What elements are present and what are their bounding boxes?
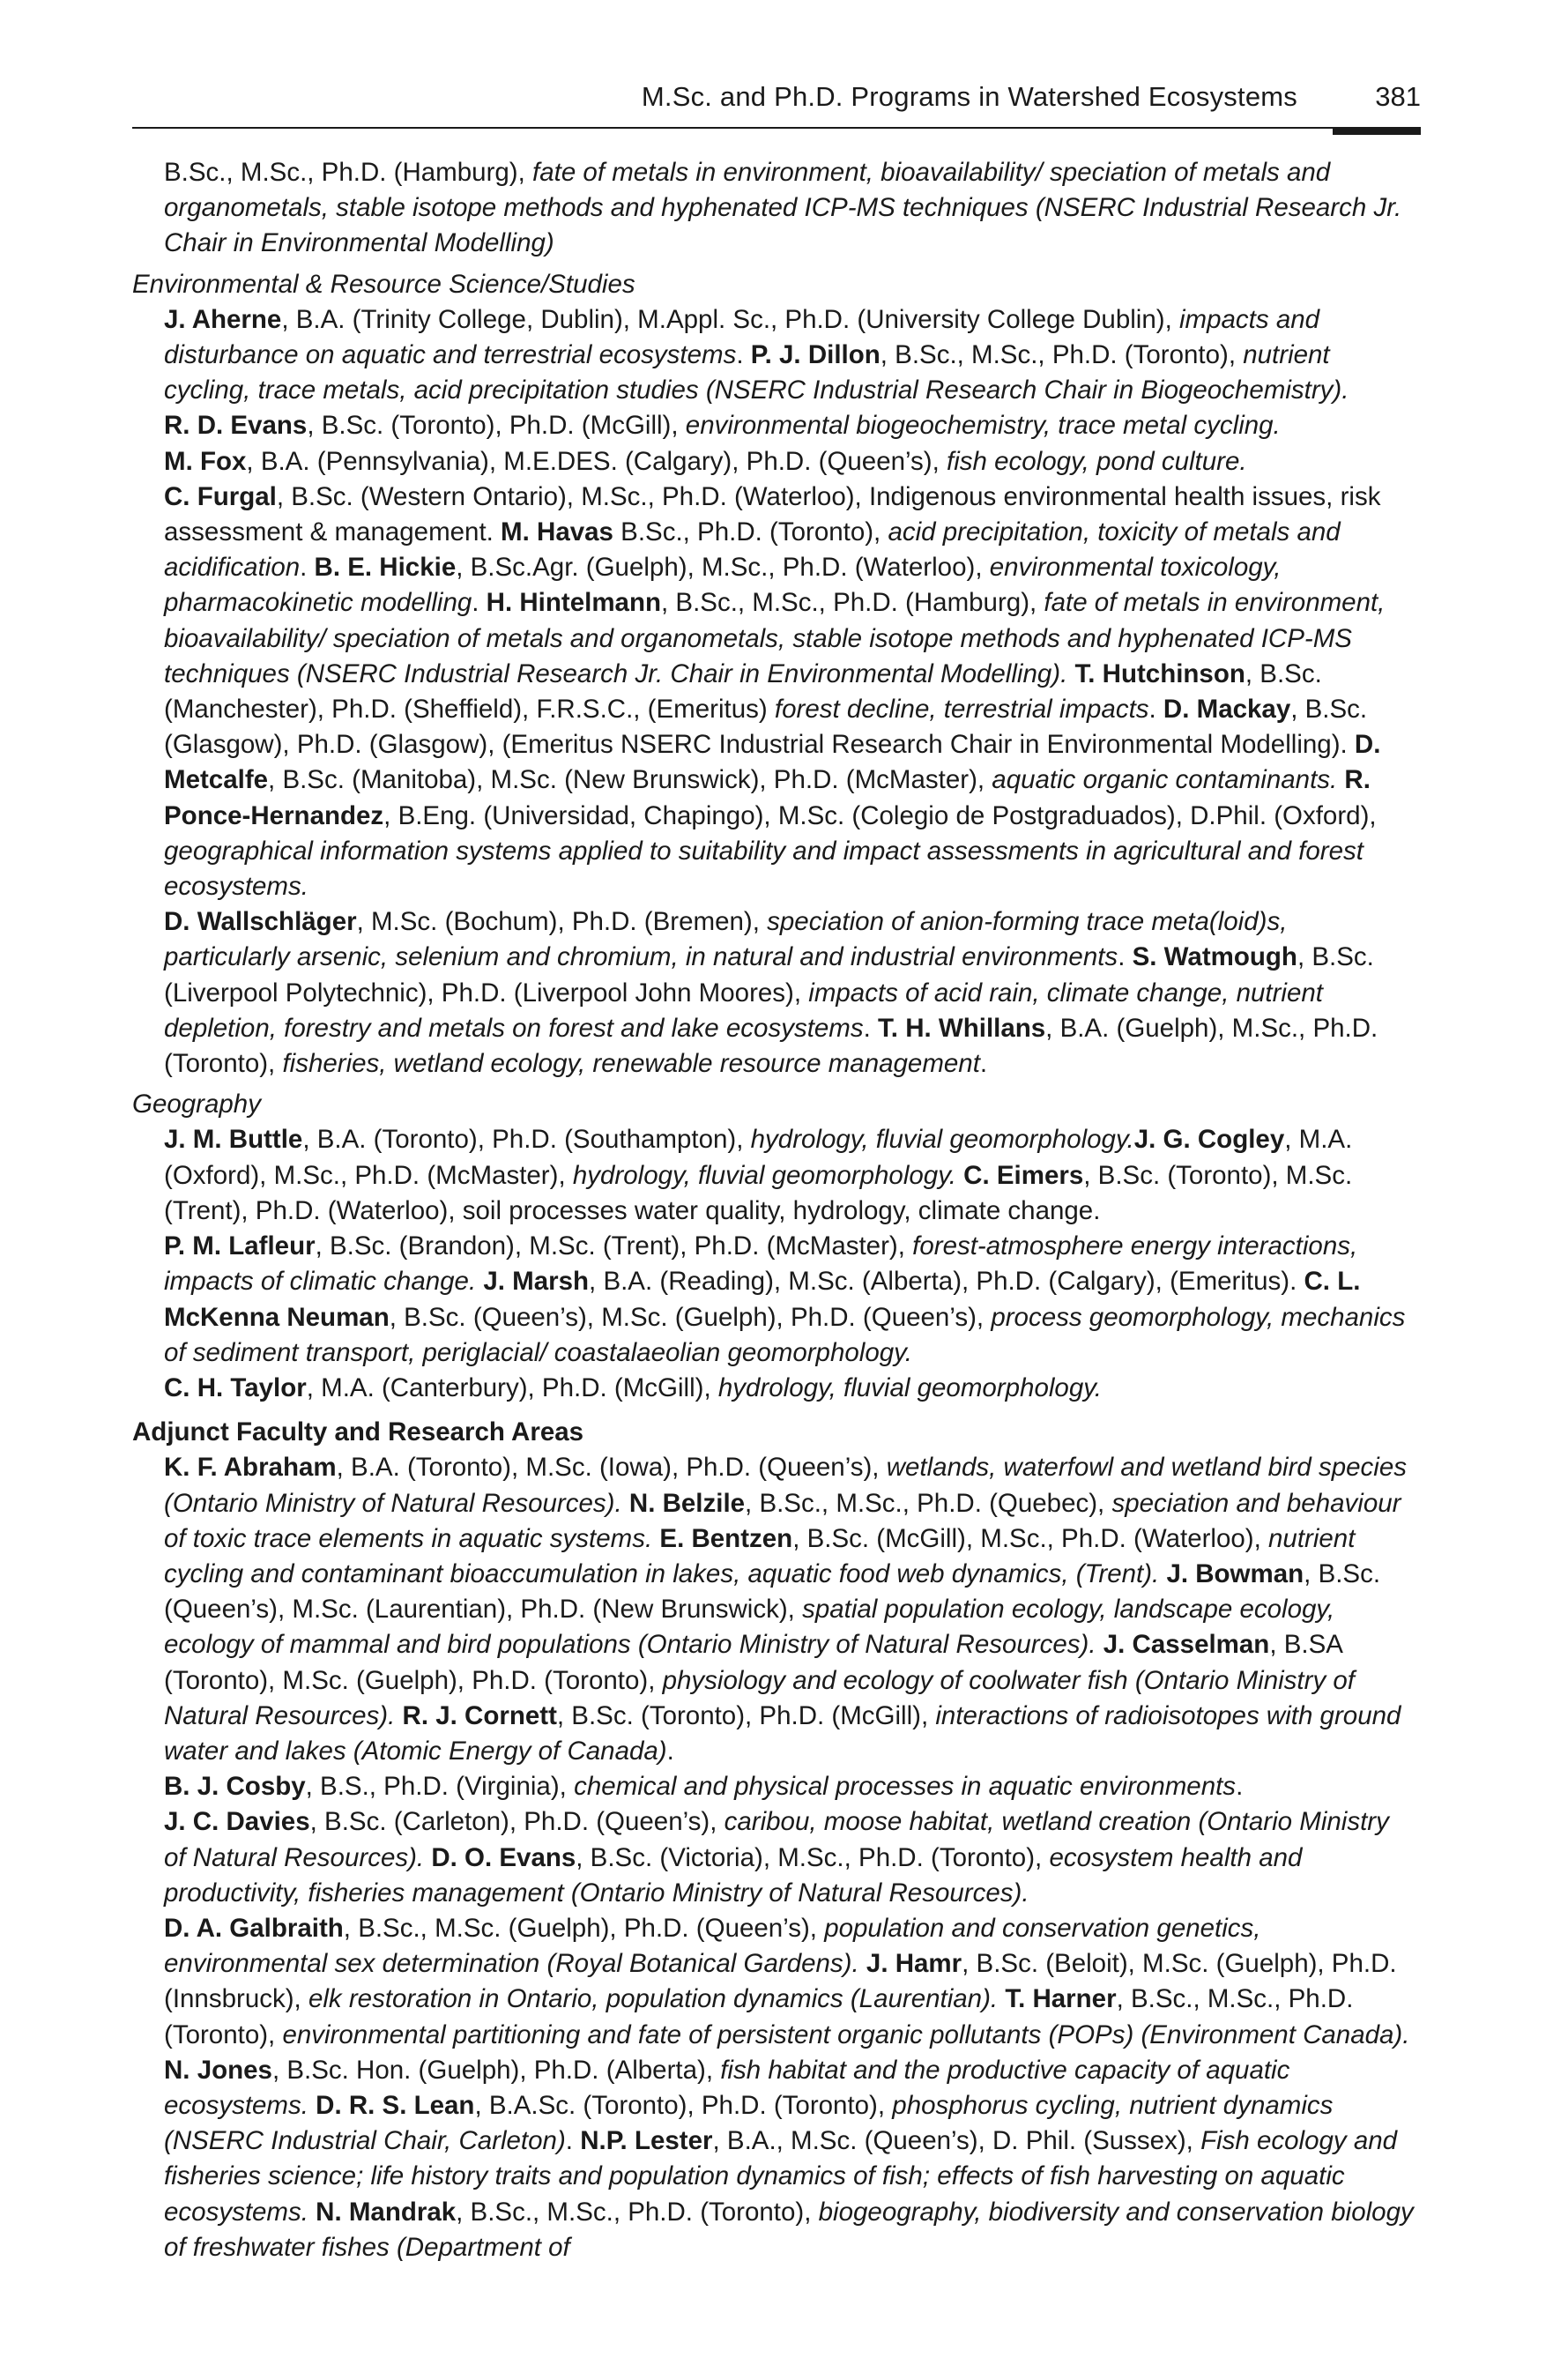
- header-title: M.Sc. and Ph.D. Programs in Watershed Ecosystems: [641, 81, 1297, 112]
- faculty-name: T. Hutchinson: [1074, 658, 1245, 688]
- faculty-credentials: , B.Sc. (Beloit), M.Sc. (Guelph), Ph.D. (Innsbruck),: [164, 1949, 1397, 2014]
- entry-separator: [308, 2198, 316, 2227]
- faculty-credentials: , B.A.Sc. (Toronto), Ph.D. (Toronto),: [474, 2090, 893, 2120]
- faculty-name: P. J. Dillon: [750, 340, 881, 370]
- research-area: interactions of radioisotopes with ground water and lakes (Atomic Energy of Canada): [164, 1700, 1401, 1766]
- research-area: aquatic organic contaminants.: [992, 765, 1338, 795]
- research-area: chemical and physical processes in aquatic environments: [574, 1772, 1237, 1802]
- faculty-paragraph: [164, 480, 1421, 904]
- intro-paragraph: [164, 155, 1421, 262]
- research-area: ecosystem health and productivity, fisheries management (Ontario Ministry of Natural Resources).: [164, 1842, 1303, 1908]
- faculty-credentials: , B.Sc. (Glasgow), Ph.D. (Glasgow), (Emeritus NSERC Industrial Research Chair in Environmental Modelling).: [164, 695, 1368, 760]
- faculty-name: R. Ponce-Hernandez: [164, 765, 1371, 830]
- faculty-credentials: , B.Sc. (Liverpool Polytechnic), Ph.D. (Liverpool John Moores),: [164, 942, 1374, 1008]
- faculty-credentials: , B.Sc., M.Sc., Ph.D. (Toronto),: [164, 1984, 1354, 2049]
- faculty-name: S. Watmough: [1132, 942, 1297, 972]
- research-area: fish habitat and the productive capacity of aquatic ecosystems.: [164, 2055, 1290, 2120]
- faculty-paragraph: [164, 1229, 1421, 1371]
- faculty-paragraph: [164, 1911, 1421, 2265]
- research-area: fate of metals in environment, bioavailability/ speciation of metals and organometals, stable isotope methods and hyphenated ICP-MS techniques (NSERC Industrial Research Jr. Chair in Environmental Modelling).: [164, 588, 1386, 688]
- faculty-credentials: , B.Sc., M.Sc., Ph.D. (Toronto),: [880, 340, 1244, 370]
- research-area: biogeography, biodiversity and conservation biology of freshwater fishes (Department of: [164, 2197, 1414, 2262]
- faculty-credentials: , B.Sc. (Brandon), M.Sc. (Trent), Ph.D. (McMaster),: [315, 1231, 913, 1261]
- faculty-credentials: , B.A. (Trinity College, Dublin), M.Appl. Sc., Ph.D. (University College Dublin),: [281, 304, 1179, 334]
- faculty-name: D. Mackay: [1163, 695, 1291, 725]
- faculty-credentials: , B.A. (Toronto), Ph.D. (Southampton),: [302, 1125, 751, 1155]
- research-area: environmental biogeochemistry, trace metal cycling.: [685, 411, 1281, 441]
- entry-separator: .: [863, 1013, 879, 1043]
- faculty-name: R. D. Evans: [164, 411, 308, 441]
- faculty-entry: [164, 411, 1281, 440]
- faculty-name: C. Furgal: [164, 481, 277, 511]
- entry-separator: .: [1236, 1772, 1244, 1802]
- faculty-paragraph: [164, 1450, 1421, 1769]
- faculty-paragraph: [164, 302, 1421, 409]
- entry-separator: .: [472, 588, 487, 618]
- research-area: geographical information systems applied to suitability and impact assessments in agricultural and forest ecosystems.: [164, 836, 1364, 902]
- faculty-entry: [164, 2198, 1414, 2262]
- faculty-name: J. Bowman: [1166, 1558, 1304, 1588]
- faculty-name: D. Wallschläger: [164, 907, 357, 937]
- faculty-name: H. Hintelmann: [486, 588, 661, 618]
- adjunct-heading: Adjunct Faculty and Research Areas: [132, 1417, 584, 1447]
- entry-separator: .: [1118, 942, 1133, 972]
- intro-credentials: B.Sc., M.Sc., Ph.D. (Hamburg),: [164, 158, 533, 187]
- faculty-name: J. C. Davies: [164, 1807, 310, 1837]
- faculty-entry: [483, 1267, 1304, 1296]
- running-header: [132, 74, 1421, 129]
- faculty-name: J. G. Cogley: [1133, 1125, 1285, 1155]
- faculty-credentials: , B.Sc. (Carleton), Ph.D. (Queen’s),: [309, 1807, 724, 1837]
- faculty-credentials: , B.Sc., M.Sc., Ph.D. (Hamburg),: [661, 588, 1044, 618]
- entry-separator: .: [979, 1049, 988, 1079]
- faculty-name: P. M. Lafleur: [164, 1231, 316, 1261]
- faculty-name: T. Harner: [1005, 1984, 1117, 2014]
- entry-separator: .: [736, 340, 751, 370]
- research-area: hydrology, fluvial geomorphology.: [717, 1372, 1102, 1402]
- faculty-name: N. Belzile: [628, 1488, 746, 1518]
- faculty-name: R. J. Cornett: [402, 1700, 557, 1730]
- research-area: population and conservation genetics, environmental sex determination (Royal Botanical Gardens).: [164, 1913, 1261, 1979]
- faculty-credentials: , B.Sc. Hon. (Guelph), Ph.D. (Alberta),: [271, 2055, 721, 2085]
- faculty-credentials: , M.A. (Oxford), M.Sc., Ph.D. (McMaster),: [164, 1125, 1353, 1190]
- faculty-paragraph: [164, 408, 1421, 443]
- faculty-credentials: , M.A. (Canterbury), Ph.D. (McGill),: [306, 1372, 718, 1402]
- entry-separator: .: [565, 2126, 581, 2156]
- research-area: fisheries, wetland ecology, renewable resource management: [282, 1049, 980, 1079]
- entry-separator: [859, 1949, 866, 1978]
- faculty-name: N. Jones: [164, 2055, 272, 2085]
- header-rule-bar: [1333, 127, 1421, 135]
- faculty-paragraph: [164, 1371, 1421, 1406]
- faculty-credentials: , B.A., M.Sc. (Queen’s), D. Phil. (Sussex),: [712, 2126, 1201, 2156]
- research-area: nutrient cycling and contaminant bioaccumulation in lakes, aquatic food web dynamics, (Trent).: [164, 1523, 1356, 1588]
- entry-separator: [1067, 659, 1074, 688]
- research-area: phosphorus cycling, nutrient dynamics (NSERC Industrial Chair, Carleton): [164, 2090, 1334, 2156]
- research-area: acid precipitation, toxicity of metals and acidification: [164, 517, 1341, 583]
- research-area: speciation of anion-forming trace meta(loid)s, particularly arsenic, selenium and chromium, in natural and industrial environments: [164, 907, 1288, 972]
- faculty-name: M. Havas: [501, 517, 613, 547]
- faculty-credentials: , B.Sc.Agr. (Guelph), M.Sc., Ph.D. (Waterloo),: [456, 553, 990, 583]
- faculty-name: B. E. Hickie: [314, 553, 457, 583]
- faculty-paragraph: [164, 1804, 1421, 1911]
- faculty-credentials: , B.A. (Guelph), M.Sc., Ph.D. (Toronto),: [164, 1013, 1378, 1079]
- faculty-entry: [164, 1125, 1134, 1154]
- faculty-credentials: , B.Sc. (Toronto), Ph.D. (McGill),: [307, 411, 686, 441]
- faculty-credentials: , B.Sc., M.Sc., Ph.D. (Quebec),: [745, 1488, 1112, 1518]
- entry-separator: [395, 1701, 402, 1730]
- page-number: 381: [1375, 81, 1421, 112]
- body-text: [132, 155, 1421, 2265]
- faculty-name: D. O. Evans: [431, 1842, 576, 1872]
- research-area: environmental partitioning and fate of persistent organic pollutants (POPs) (Environment Canada).: [282, 2019, 1410, 2049]
- faculty-name: N. Mandrak: [316, 2197, 457, 2227]
- faculty-entry: [164, 907, 1287, 971]
- faculty-name: D. Metcalfe: [164, 730, 1381, 795]
- faculty-credentials: , B.Sc., M.Sc. (Guelph), Ph.D. (Queen’s),: [343, 1913, 825, 1943]
- faculty-name: B. J. Cosby: [164, 1772, 306, 1802]
- research-area: forest decline, terrestrial impacts: [774, 695, 1149, 725]
- entry-separator: [308, 2091, 316, 2120]
- faculty-name: C. Eimers: [963, 1160, 1084, 1190]
- research-area: nutrient cycling, trace metals, acid precipitation studies (NSERC Industrial Research Chair in Biogeochemistry).: [164, 340, 1349, 405]
- faculty-credentials: , M.Sc. (Bochum), Ph.D. (Bremen),: [356, 907, 768, 937]
- faculty-credentials: , B.S., Ph.D. (Virginia),: [305, 1772, 575, 1802]
- section-heading: Geography: [132, 1090, 261, 1119]
- faculty-credentials: , B.Sc. (Manitoba), M.Sc. (New Brunswick), Ph.D. (McMaster),: [268, 765, 992, 795]
- faculty-name: J. M. Buttle: [164, 1125, 303, 1155]
- faculty-name: K. F. Abraham: [164, 1453, 337, 1483]
- entry-separator: [1096, 1630, 1103, 1659]
- faculty-name: N.P. Lester: [580, 2126, 713, 2156]
- faculty-credentials: , B.SA (Toronto), M.Sc. (Guelph), Ph.D. (Toronto),: [164, 1630, 1342, 1695]
- faculty-credentials: , B.Sc. (Western Ontario), M.Sc., Ph.D. (Waterloo), Indigenous environmental health issues, risk assessment & management.: [164, 481, 1381, 547]
- faculty-credentials: , B.Sc. (Queen’s), M.Sc. (Guelph), Ph.D. (Queen’s),: [389, 1302, 992, 1332]
- faculty-credentials: , B.Eng. (Universidad, Chapingo), M.Sc. (Colegio de Postgraduados), D.Phil. (Oxford),: [383, 800, 1377, 830]
- research-area: elk restoration in Ontario, population dynamics (Laurentian).: [308, 1984, 999, 2014]
- faculty-credentials: , B.Sc. (Toronto), M.Sc. (Trent), Ph.D. (Waterloo), soil processes water quality, hydrology, climate change.: [164, 1160, 1353, 1225]
- faculty-entry: [164, 1772, 1243, 1801]
- faculty-credentials: , B.Sc., M.Sc., Ph.D. (Toronto),: [456, 2197, 819, 2227]
- entry-separator: .: [300, 553, 315, 583]
- faculty-name: J. Hamr: [866, 1949, 962, 1979]
- research-area: physiology and ecology of coolwater fish (Ontario Ministry of Natural Resources).: [164, 1665, 1356, 1730]
- faculty-credentials: , B.Sc. (Manchester), Ph.D. (Sheffield), F.R.S.C., (Emeritus): [164, 658, 1322, 725]
- entry-separator: .: [666, 1736, 674, 1766]
- research-area: Fish ecology and fisheries science; life history traits and population dynamics of fish; effects of fish harvesting on aquatic ecosystems.: [164, 2126, 1398, 2227]
- faculty-paragraph: [164, 904, 1421, 1082]
- faculty-credentials: , B.Sc. (Queen’s), M.Sc. (Laurentian), Ph.D. (New Brunswick),: [164, 1558, 1381, 1625]
- research-area: process geomorphology, mechanics of sediment transport, periglacial/ coastalaeolian geomorphology.: [164, 1302, 1406, 1367]
- research-area: hydrology, fluvial geomorphology.: [750, 1125, 1134, 1155]
- research-area: speciation and behaviour of toxic trace elements in aquatic systems.: [164, 1488, 1401, 1553]
- faculty-entry: [164, 447, 1247, 476]
- faculty-paragraph: [164, 444, 1421, 480]
- entry-separator: [956, 1161, 963, 1190]
- faculty-name: D. A. Galbraith: [164, 1913, 344, 1943]
- faculty-credentials: , B.Sc. (McGill), M.Sc., Ph.D. (Waterloo),: [792, 1523, 1269, 1553]
- faculty-credentials: , B.Sc. (Victoria), M.Sc., Ph.D. (Toronto),: [576, 1842, 1050, 1872]
- research-area: caribou, moose habitat, wetland creation (Ontario Ministry of Natural Resources).: [164, 1807, 1389, 1872]
- faculty-credentials: , B.A. (Reading), M.Sc. (Alberta), Ph.D. (Calgary), (Emeritus).: [589, 1267, 1304, 1297]
- faculty-name: T. H. Whillans: [878, 1013, 1046, 1043]
- research-area: hydrology, fluvial geomorphology.: [572, 1160, 956, 1190]
- research-area: impacts of acid rain, climate change, nutrient depletion, forestry and metals on forest and lake ecosystems: [164, 978, 1323, 1043]
- research-area: wetlands, waterfowl and wetland bird species (Ontario Ministry of Natural Resources).: [164, 1453, 1408, 1518]
- faculty-name: J. Aherne: [164, 304, 282, 334]
- faculty-paragraph: [164, 1122, 1421, 1229]
- faculty-name: C. L. McKenna Neuman: [164, 1267, 1361, 1332]
- research-area: impacts and disturbance on aquatic and terrestrial ecosystems: [164, 304, 1320, 370]
- research-area: environmental toxicology, pharmacokinetic modelling: [164, 553, 1282, 618]
- faculty-paragraph: [164, 1769, 1421, 1804]
- faculty-credentials: , B.A. (Pennsylvania), M.E.DES. (Calgary), Ph.D. (Queen’s),: [246, 446, 947, 476]
- intro-research-area: fate of metals in environment, bioavailability/ speciation of metals and organometals, stable isotope methods and hyphenated ICP-MS techniques (NSERC Industrial Research Jr. Chair in Environmental Modelling): [164, 158, 1402, 258]
- faculty-name: E. Bentzen: [659, 1523, 793, 1553]
- faculty-credentials: , B.Sc. (Toronto), Ph.D. (McGill),: [556, 1700, 936, 1730]
- faculty-credentials: B.Sc., Ph.D. (Toronto),: [613, 517, 888, 547]
- faculty-name: J. Casselman: [1103, 1630, 1270, 1660]
- faculty-name: C. H. Taylor: [164, 1372, 307, 1402]
- faculty-name: M. Fox: [164, 446, 247, 476]
- faculty-name: D. R. S. Lean: [316, 2090, 475, 2120]
- faculty-name: J. Marsh: [483, 1267, 590, 1297]
- research-area: forest-atmosphere energy interactions, impacts of climatic change.: [164, 1231, 1358, 1297]
- research-area: fish ecology, pond culture.: [947, 446, 1247, 476]
- section-heading: Environmental & Resource Science/Studies: [132, 269, 635, 299]
- faculty-credentials: , B.A. (Toronto), M.Sc. (Iowa), Ph.D. (Queen’s),: [336, 1453, 887, 1483]
- entry-separator: [622, 1489, 629, 1518]
- faculty-entry: [164, 1373, 1102, 1402]
- entry-separator: .: [1148, 695, 1163, 725]
- research-area: spatial population ecology, landscape ecology, ecology of mammal and bird populations (Ontario Ministry of Natural Resources).: [164, 1595, 1335, 1660]
